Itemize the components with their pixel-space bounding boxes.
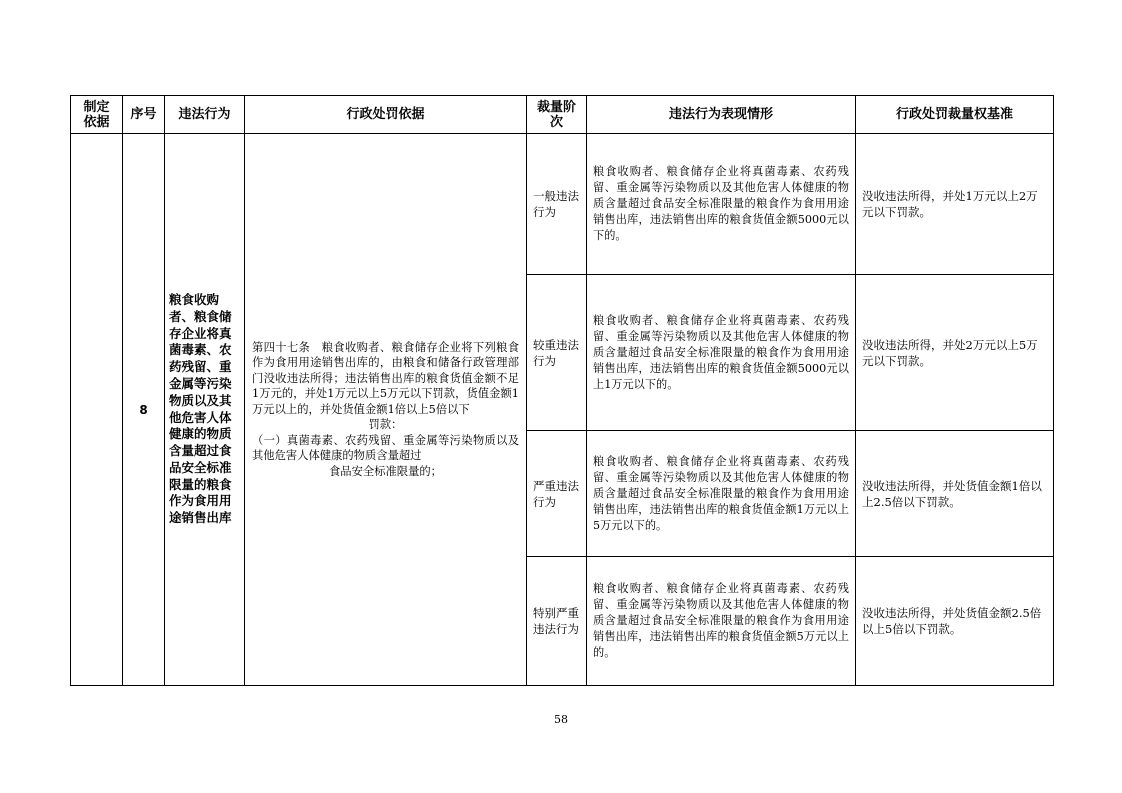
- violation-act: 粮食收购者、粮食储存企业将真菌毒素、农药残留、重金属等污染物质以及其他危害人体健康的物质含量超过食品安全标准限量的粮食作为食用用途销售出库: [165, 134, 245, 686]
- penalty-standard: 没收违法所得，并处1万元以上2万元以下罚款。: [856, 134, 1054, 275]
- legal-basis: [245, 134, 527, 686]
- header-basis: 制定依据: [71, 96, 123, 134]
- penalty-standard: 没收违法所得，并处货值金额1倍以上2.5倍以下罚款。: [856, 431, 1054, 557]
- header-act: 违法行为: [165, 96, 245, 134]
- header-row: [71, 96, 1054, 134]
- penalty-table: [70, 95, 1054, 686]
- circumstance-text: 粮食收购者、粮食储存企业将真菌毒素、农药残留、重金属等污染物质以及其他危害人体健康的物质含量超过食品安全标准限量的粮食作为食用用途销售出库，违法销售出库的粮食货值金额1万元以上5万元以下的。: [587, 431, 856, 557]
- basis-cell: [71, 134, 123, 686]
- level-label: 一般违法行为: [527, 134, 587, 275]
- header-level: 裁量阶次: [527, 96, 587, 134]
- penalty-standard: 没收违法所得，并处货值金额2.5倍以上5倍以下罚款。: [856, 557, 1054, 686]
- header-seq: 序号: [123, 96, 165, 134]
- header-standard: 行政处罚裁量权基准: [856, 96, 1054, 134]
- level-label: 严重违法行为: [527, 431, 587, 557]
- page-number: 58: [554, 713, 568, 726]
- sequence-number: 8: [123, 134, 165, 686]
- legal-basis-item-tail: 食品安全标准限量的；: [329, 464, 442, 478]
- circumstance-text: 粮食收购者、粮食储存企业将真菌毒素、农药残留、重金属等污染物质以及其他危害人体健康的物质含量超过食品安全标准限量的粮食作为食用用途销售出库，违法销售出库的粮食货值金额5万元以上的。: [587, 557, 856, 686]
- legal-basis-article-tail: 罚款：: [368, 418, 403, 432]
- penalty-standard: 没收违法所得，并处2万元以上5万元以下罚款。: [856, 275, 1054, 431]
- level-row-1: [71, 134, 1054, 275]
- header-circumstance: 违法行为表现情形: [587, 96, 856, 134]
- level-label: 较重违法行为: [527, 275, 587, 431]
- level-label: 特别严重违法行为: [527, 557, 587, 686]
- legal-basis-article: 第四十七条 粮食收购者、粮食储存企业将下列粮食作为食用用途销售出库的，由粮食和储备行政管理部门没收违法所得；违法销售出库的粮食货值金额不足1万元的，并处1万元以上5万元以下罚款，货值金额1万元以上的，并处货值金额1倍以上5倍以下: [252, 340, 519, 416]
- circumstance-text: 粮食收购者、粮食储存企业将真菌毒素、农药残留、重金属等污染物质以及其他危害人体健康的物质含量超过食品安全标准限量的粮食作为食用用途销售出库，违法销售出库的粮食货值金额5000元以下的。: [587, 134, 856, 275]
- circumstance-text: 粮食收购者、粮食储存企业将真菌毒素、农药残留、重金属等污染物质以及其他危害人体健康的物质含量超过食品安全标准限量的粮食作为食用用途销售出库，违法销售出库的粮食货值金额5000元以上1万元以下的。: [587, 275, 856, 431]
- legal-basis-item: （一）真菌毒素、农药残留、重金属等污染物质以及其他危害人体健康的物质含量超过: [252, 433, 519, 463]
- header-law: 行政处罚依据: [245, 96, 527, 134]
